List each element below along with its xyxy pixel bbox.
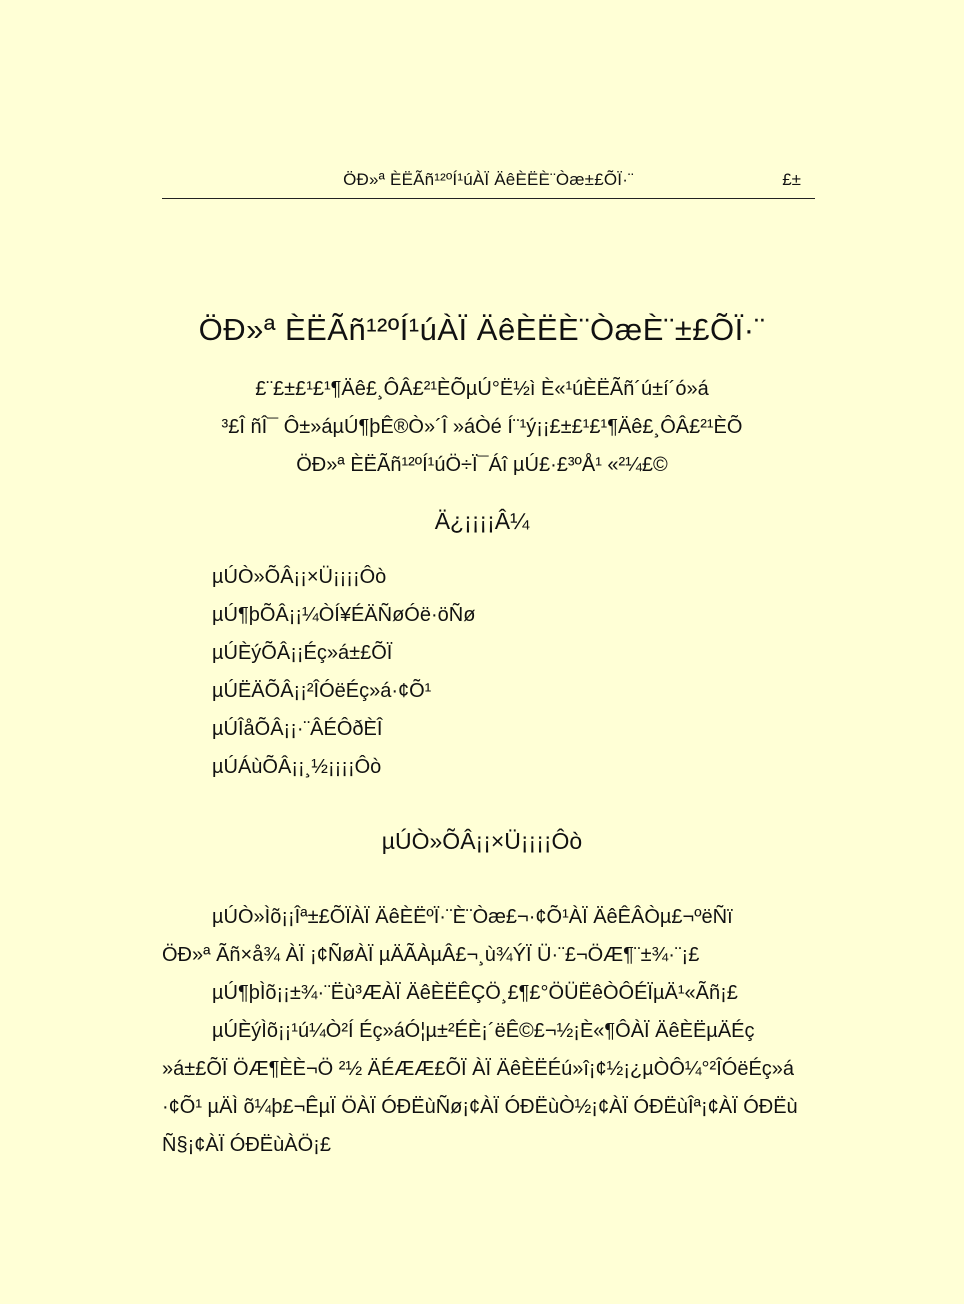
toc-item: µÚ¶þÕÂ¡¡¼ÒÍ¥ÉÄÑøÓë·öÑø	[212, 604, 476, 626]
paragraph-line: ·¢Õ¹ µÄÌ õ¼þ£¬ÊµÏ ÖÀÏ ÓÐËùÑø¡¢ÀÏ ÓÐËùÒ½¡¢ÀÏ ÓÐËùÎª¡¢ÀÏ ÓÐËù	[162, 1096, 798, 1118]
page-number: £±	[782, 170, 801, 189]
paragraph-line: µÚÈýÌõ¡¡¹ú¼Ò²Í Éç»áÓ¦µ±²ÉÈ¡´ëÊ©£¬½¡È«¶ÔÀÏ ÄêÈËµÄÉç	[212, 1020, 755, 1042]
intro-line: ³£Î ñÎ¯ Ô±»áµÚ¶þÊ®Ò»´Î »áÒé Í¨¹ý¡¡£±£¹£¹¶Äê£¸ÔÂ£²¹ÈÕ	[221, 416, 743, 438]
paragraph-line: µÚÒ»Ìõ¡¡Îª±£ÕÏÀÏ ÄêÈËºÏ·¨È¨Òæ£¬·¢Õ¹ÀÏ ÄêÊÂÒµ£¬ºëÑï	[212, 906, 733, 928]
toc-item: µÚÎåÕÂ¡¡·¨ÂÉÔðÈÎ	[212, 718, 383, 740]
running-header	[162, 160, 815, 199]
paragraph-line: »á±£ÕÏ ÖÆ¶ÈÈ¬Ö ²½ ÄÉÆÆ£ÕÏ ÀÏ ÄêÈËÉú»î¡¢½¡¿µÒÔ¼°²ÎÓëÉç»á	[162, 1058, 795, 1080]
paragraph-line: µÚ¶þÌõ¡¡±¾·¨Ëù³ÆÀÏ ÄêÈËÊÇÖ¸£¶£°ÖÜËêÒÔÉÏµÄ¹«Ãñ¡£	[212, 982, 738, 1004]
document-title: ÖÐ»ª ÈËÃñ¹²ºÍ¹úÀÏ ÄêÈËÈ¨ÒæÈ¨±£ÕÏ·¨	[198, 312, 766, 347]
running-header-title: ÖÐ»ª ÈËÃñ¹²ºÍ¹úÀÏ ÄêÈËÈ¨Òæ±£ÕÏ·¨	[343, 170, 634, 189]
section-heading: µÚÒ»ÕÂ¡¡×Ü¡¡¡¡Ôò	[381, 828, 583, 854]
toc-heading: Ä¿¡¡¡¡Â¼	[434, 508, 530, 534]
toc-item: µÚÈýÕÂ¡¡Éç»á±£ÕÏ	[212, 642, 393, 664]
paragraph-line: Ñ§¡¢ÀÏ ÓÐËùÀÖ¡£	[162, 1134, 331, 1156]
intro-line: ÖÐ»ª ÈËÃñ¹²ºÍ¹úÖ÷Ï¯Áî µÚ£·£³ºÅ¹ «²¼£©	[296, 454, 668, 476]
intro-line: £¨£±£¹£¹¶Äê£¸ÔÂ£²¹ÈÕµÚ°Ë½ì È«¹úÈËÃñ´ú±í´ó»á	[255, 378, 709, 400]
toc-item: µÚÁùÕÂ¡¡¸½¡¡¡¡Ôò	[212, 756, 382, 778]
paragraph-line: ÖÐ»ª Ãñ×å¾ ÀÏ ¡¢ÑøÀÏ µÄÃÀµÂ£¬¸ù¾ÝÏ Ü·¨£¬ÖÆ¶¨±¾·¨¡£	[162, 944, 700, 966]
toc-item: µÚËÄÕÂ¡¡²ÎÓëÉç»á·¢Õ¹	[212, 680, 432, 702]
toc-item: µÚÒ»ÕÂ¡¡×Ü¡¡¡¡Ôò	[212, 566, 387, 588]
